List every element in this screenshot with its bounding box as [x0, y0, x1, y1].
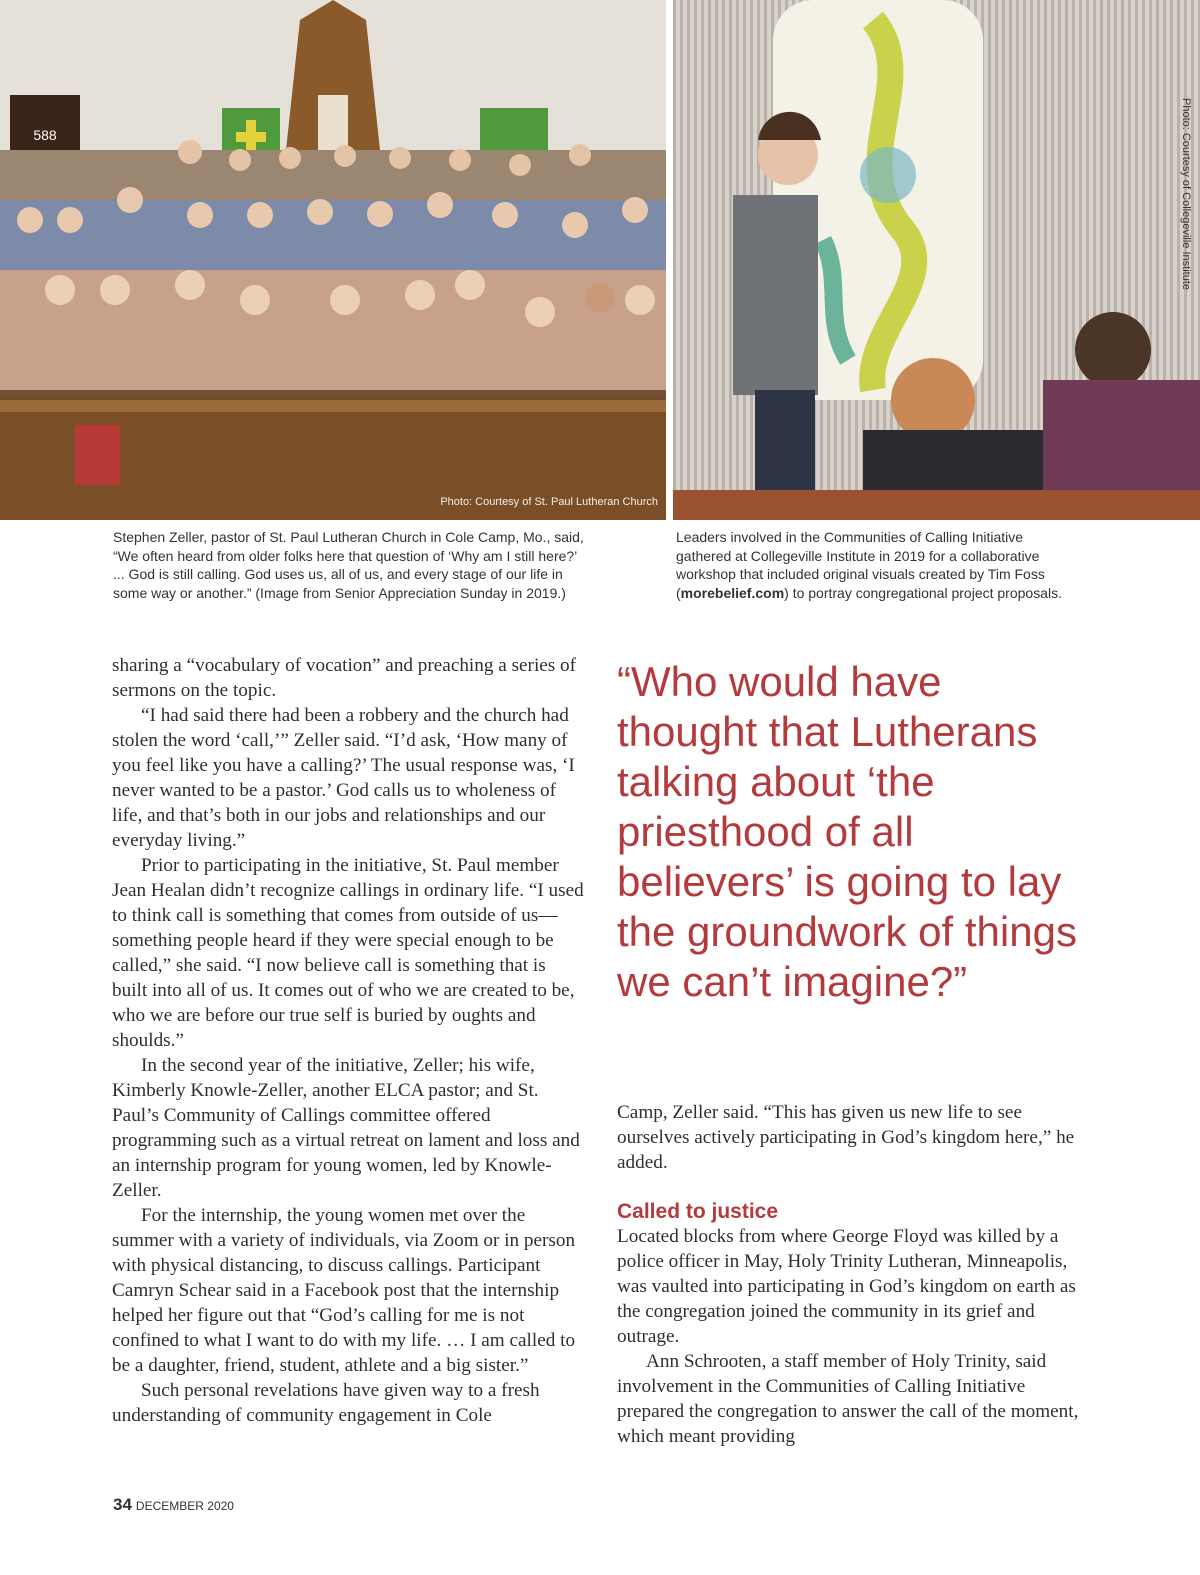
body-column-left [112, 653, 584, 1428]
workshop-photo [673, 0, 1200, 520]
paragraph: Such personal revelations have given way to a fresh understanding of community engagement in Cole [112, 1380, 540, 1426]
pull-quote: “Who would have thought that Lutherans talking about ‘the priesthood of all believers’ is going to lay the groundwork of things we can’t imagine?” [617, 658, 1077, 1005]
paragraph: Ann Schrooten, a staff member of Holy Trinity, said involvement in the Communities of Calling Initiative prepared the congregation to answer the call of the moment, which meant providing [617, 1351, 1079, 1447]
section-heading: Called to justice [617, 1200, 779, 1223]
paragraph: Located blocks from where George Floyd was killed by a police officer in May, Holy Trinity Lutheran, Minneapolis, was vaulted into participating in God’s kingdom on earth as the congregation joined the community in its grief and outrage. [617, 1226, 1076, 1347]
issue-date: DECEMBER 2020 [135, 1499, 234, 1513]
body-column-right [617, 1100, 1082, 1449]
caption-text: ) to portray congregational project proposals. [784, 584, 1062, 601]
hymn-number: 588 [33, 127, 57, 143]
page-footer [113, 1495, 234, 1515]
photo-caption-right [676, 528, 1076, 602]
photo-credit: Photo: Courtesy of St. Paul Lutheran Church [440, 496, 658, 508]
page-number: 34 [113, 1495, 132, 1514]
photo-caption-left: Stephen Zeller, pastor of St. Paul Lutheran Church in Cole Camp, Mo., said, “We often heard from older folks here that question of ‘Why am I still here?’ ... God is still calling. God uses us, all of us, and every stage of our life in some way or another.” (Image from Senior Appreciation Sunday in 2019.) [113, 529, 584, 601]
paragraph: sharing a “vocabulary of vocation” and preaching a series of sermons on the topic. [112, 655, 577, 701]
congregation-group-photo [0, 0, 666, 520]
congregation-illustration [0, 0, 666, 520]
caption-text: Leaders involved in the Communities of Calling Initiative gathered at Collegeville Institute in 2019 for a collaborative workshop that included original visuals created by Tim Foss ( [676, 529, 1045, 601]
paragraph: For the internship, the young women met over the summer with a variety of individuals, via Zoom or in person with physical distancing, to discuss callings. Participant Camryn Schear said in a Facebook post that the internship helped her figure out that “God’s calling for me is not confined to what I want to do with my life. … I am called to be a daughter, friend, student, athlete and a big sister.” [112, 1205, 576, 1376]
paragraph: Camp, Zeller said. “This has given us new life to see ourselves actively participating in God’s kingdom here,” he added. [617, 1102, 1075, 1173]
crowd [0, 140, 666, 390]
website-link[interactable]: morebelief.com [680, 584, 785, 601]
photo-credit: Photo: Courtesy of Collegeville Institute [1180, 98, 1192, 290]
paragraph: “I had said there had been a robbery and the church had stolen the word ‘call,’” Zeller said. “I’d ask, ‘How many of you feel like you have a calling?’ The usual response was, ‘I never wanted to be a pastor.’ God calls us to wholeness of life, and that’s both in our jobs and relationships and our everyday living.” [112, 705, 575, 851]
paragraph: In the second year of the initiative, Zeller; his wife, Kimberly Knowle-Zeller, another ELCA pastor; and St. Paul’s Community of Callings committee offered programming such as a virtual retreat on lament and loss and an internship program for young women, led by Knowle-Zeller. [112, 1055, 580, 1201]
workshop-illustration [673, 0, 1200, 520]
paragraph: Prior to participating in the initiative, St. Paul member Jean Healan didn’t recognize callings in ordinary life. “I used to think call is something that comes from outside of us—something people heard if they were special enough to be called,” she said. “I now believe call is something that is built into all of us. It comes out of who we are created to be, who we are before our true self is buried by oughts and shoulds.” [112, 855, 584, 1051]
